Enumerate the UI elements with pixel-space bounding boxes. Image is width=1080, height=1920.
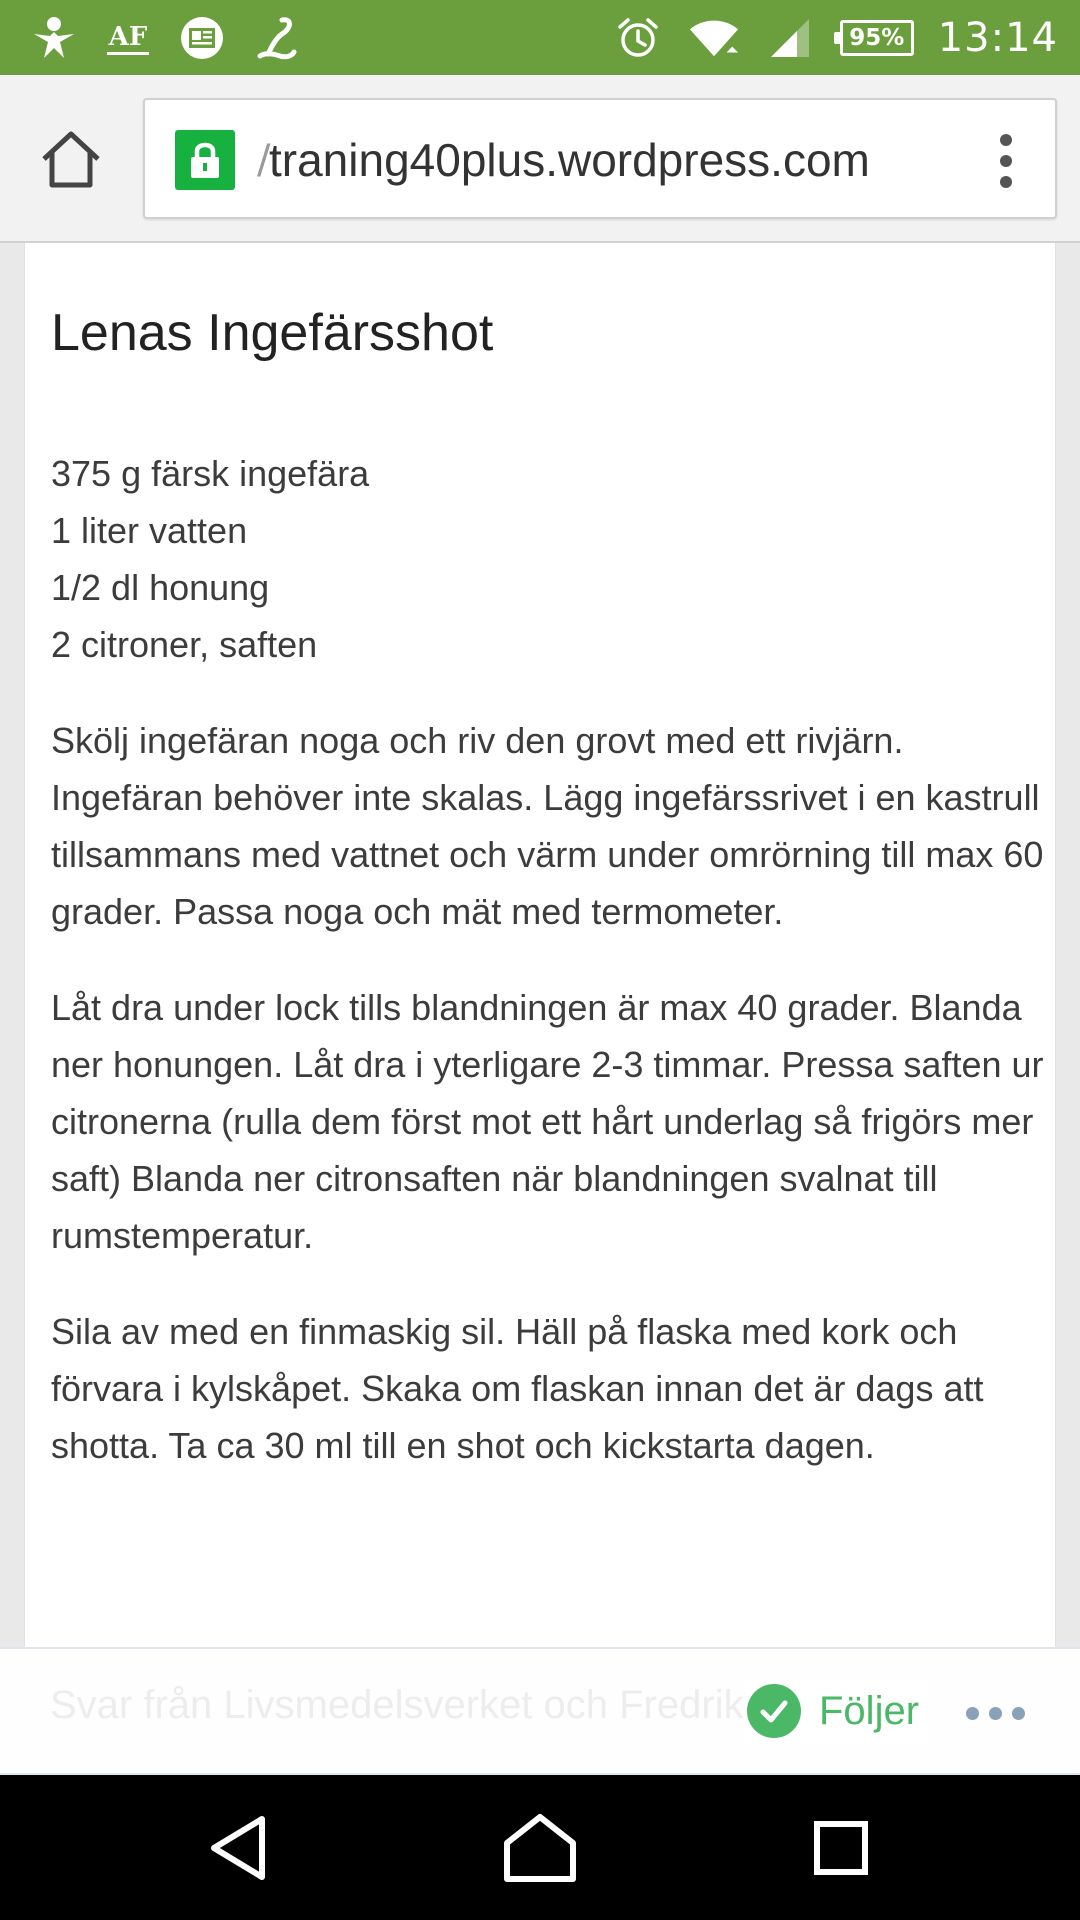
battery-percent: 95% bbox=[849, 25, 905, 51]
home-icon bbox=[499, 1807, 581, 1889]
nav-recent-apps-button[interactable] bbox=[800, 1807, 882, 1889]
partially-hidden-text: Svar från Livsmedelsverket och Fredrik bbox=[50, 1683, 744, 1727]
browser-menu-button[interactable] bbox=[999, 134, 1013, 188]
more-vertical-icon bbox=[1000, 134, 1012, 146]
checkmark-icon bbox=[747, 1684, 801, 1738]
more-options-button[interactable] bbox=[966, 1703, 1026, 1723]
ingredient-item: 1 liter vatten bbox=[51, 510, 248, 551]
nav-home-button[interactable] bbox=[499, 1807, 581, 1889]
ingredients-list bbox=[51, 445, 1051, 673]
more-horizontal-icon-dot bbox=[989, 1707, 1002, 1720]
instruction-paragraph: Sila av med en finmaskig sil. Häll på flaska med kork och förvara i kylskåpet. Skaka om flaskan innan det är dags att shotta. Ta ca 30 ml till en shot och kickstarta dagen. bbox=[51, 1311, 984, 1466]
nav-back-button[interactable] bbox=[200, 1807, 282, 1889]
system-status-icons bbox=[612, 12, 1058, 64]
follow-bar bbox=[0, 1647, 1080, 1775]
more-horizontal-icon bbox=[966, 1707, 979, 1720]
browser-toolbar bbox=[0, 75, 1080, 243]
secure-lock-icon[interactable] bbox=[175, 130, 235, 190]
aftonbladet-icon: AF bbox=[102, 12, 154, 64]
recent-apps-icon bbox=[800, 1807, 882, 1889]
post-body bbox=[51, 445, 1051, 1513]
ingredient-item: 375 g färsk ingefära bbox=[51, 453, 370, 494]
more-horizontal-icon-dot bbox=[1012, 1707, 1025, 1720]
alarm-clock-icon bbox=[612, 12, 664, 64]
status-time: 13:14 bbox=[937, 15, 1058, 61]
browser-home-button[interactable] bbox=[38, 127, 104, 193]
wifi-icon bbox=[688, 12, 740, 64]
app-figure-icon bbox=[28, 12, 80, 64]
home-icon bbox=[38, 127, 104, 193]
ingredient-item: 2 citroner, saften bbox=[51, 624, 318, 665]
more-vertical-icon-dot bbox=[1000, 176, 1012, 188]
follow-button[interactable] bbox=[745, 1679, 929, 1743]
back-icon bbox=[200, 1807, 282, 1889]
url-prefix: / bbox=[257, 137, 271, 183]
post-content bbox=[24, 243, 1056, 1647]
follow-label: Följer bbox=[819, 1688, 920, 1733]
more-vertical-icon-dot bbox=[1000, 155, 1012, 167]
instruction-paragraph: Skölj ingefäran noga och riv den grovt med ett rivjärn. Ingefäran behöver inte skalas. Lägg ingefärssrivet i en kastrull tillsammans med vattnet och värm under omrörning till max 60 grader. Passa noga och mät med termometer. bbox=[51, 720, 1044, 932]
instruction-paragraph: Låt dra under lock tills blandningen är max 40 grader. Blanda ner honungen. Låt dra i yterligare 2-3 timmar. Pressa saften ur citronerna (rulla dem först mot ett hårt underlag så frigörs mer saft) Blanda ner citronsaften när blandningen svalnat till rumstemperatur. bbox=[51, 987, 1044, 1256]
status-bar bbox=[0, 0, 1080, 75]
url-bar[interactable] bbox=[143, 98, 1057, 219]
android-nav-bar bbox=[0, 1775, 1080, 1920]
newspaper-icon bbox=[176, 12, 228, 64]
signal-strength-icon bbox=[764, 12, 816, 64]
notification-icons bbox=[28, 12, 302, 64]
ingredient-item: 1/2 dl honung bbox=[51, 567, 270, 608]
battery-icon bbox=[840, 20, 914, 56]
post-title: Lenas Ingefärsshot bbox=[51, 304, 494, 362]
url-text[interactable]: traning40plus.wordpress.com bbox=[269, 134, 870, 186]
script-l-icon bbox=[250, 12, 302, 64]
